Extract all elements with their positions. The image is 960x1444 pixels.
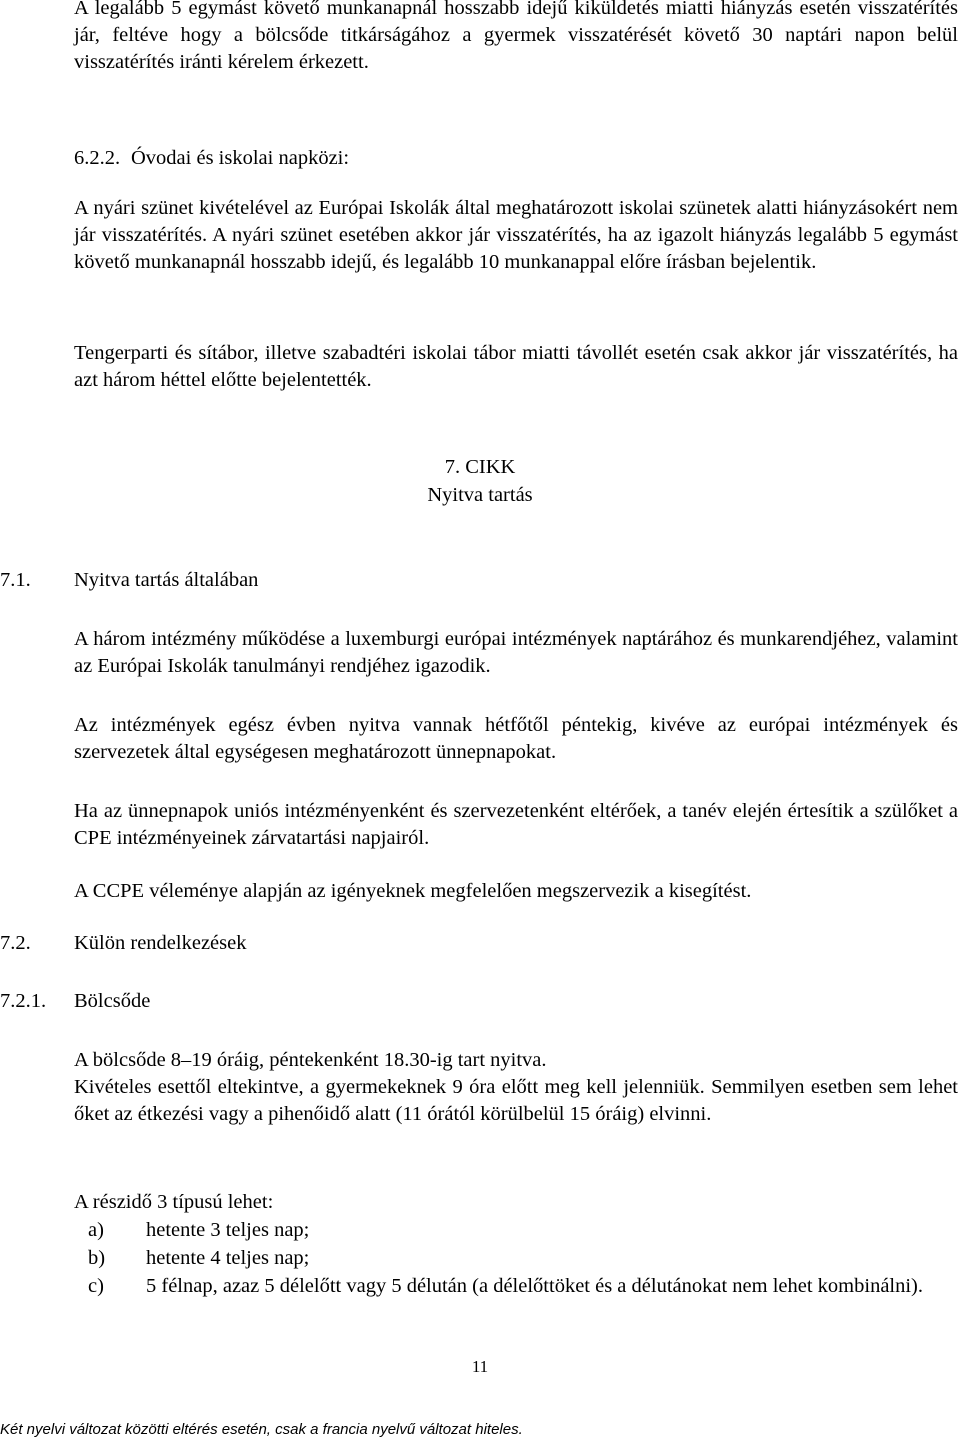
section-title: Bölcsőde [74, 990, 151, 1012]
list-marker: c) [88, 1275, 104, 1297]
paragraph: Tengerparti és sítábor, illetve szabadtéri iskolai tábor miatti távollét esetén csak akkor jár visszatérítés, ha azt három héttel előtte bejelentették. [74, 342, 958, 391]
paragraph: Ha az ünnepnapok uniós intézményenként és szervezetenként eltérőek, a tanév elején értesítik a szülőket a CPE intézményeinek zárvatartási napjairól. [74, 800, 958, 849]
section-number: 7.2.1. [0, 990, 47, 1012]
section-number: 7.1. [0, 569, 31, 591]
paragraph: Az intézmények egész évben nyitva vannak hétfőtől péntekig, kivéve az európai intézmények és szervezetek által egységesen meghatározott ünnepnapokat. [74, 714, 958, 763]
list-item: 5 félnap, azaz 5 délelőtt vagy 5 délután (a délelőttöket és a délutánokat nem lehet kombinálni). [146, 1275, 924, 1297]
paragraph: A három intézmény működése a luxemburgi európai intézmények naptárához és munkarendjéhez, valamint az Európai Iskolák tanulmányi rendjéhez igazodik. [74, 628, 958, 677]
footer-disclaimer: Két nyelvi változat közötti eltérés esetén, csak a francia nyelvű változat hiteles. [0, 1421, 523, 1438]
article-title: Nyitva tartás [427, 484, 533, 506]
paragraph: A nyári szünet kivételével az Európai Iskolák által meghatározott iskolai szünetek alatti hiányzásokért nem jár visszatérítés. A nyári szünet esetében akkor jár visszatérítés, ha az igazolt hiányzás legalább 5 egymást követő munkanapnál hosszabb idejű, és legalább 10 munkanappal előre írásban bejelentik. [74, 197, 958, 273]
paragraph: A bölcsőde 8–19 óráig, péntekenként 18.30-ig tart nyitva. [74, 1049, 547, 1071]
section-title: Külön rendelkezések [74, 932, 247, 954]
paragraph: A legalább 5 egymást követő munkanapnál hosszabb idejű kiküldetés miatti hiányzás esetén visszatérítés jár, feltéve hogy a bölcsőde titkárságához a gyermek visszatérését követő 30 naptári napon belül visszatérítés iránti kérelem érkezett. [74, 0, 958, 73]
paragraph: A CCPE véleménye alapján az igényeknek megfelelően megszervezik a kisegítést. [74, 880, 752, 902]
list-marker: a) [88, 1219, 104, 1241]
section-title: Nyitva tartás általában [74, 569, 259, 591]
section-number: 7.2. [0, 932, 31, 954]
page-number: 11 [471, 1357, 489, 1376]
list-item: hetente 4 teljes nap; [146, 1247, 310, 1269]
article-number: 7. CIKK [444, 456, 516, 478]
list-item: hetente 3 teljes nap; [146, 1219, 310, 1241]
section-title: Óvodai és iskolai napközi: [131, 147, 350, 169]
paragraph: A részidő 3 típusú lehet: [74, 1191, 274, 1213]
list-marker: b) [88, 1247, 106, 1269]
paragraph: Kivételes esettől eltekintve, a gyermekeknek 9 óra előtt meg kell jelenniük. Semmilyen esetben sem lehet őket az étkezési vagy a pihenőidő alatt (11 órától körülbelül 15 óráig) elvinni. [74, 1076, 958, 1125]
section-number: 6.2.2. [74, 147, 121, 169]
